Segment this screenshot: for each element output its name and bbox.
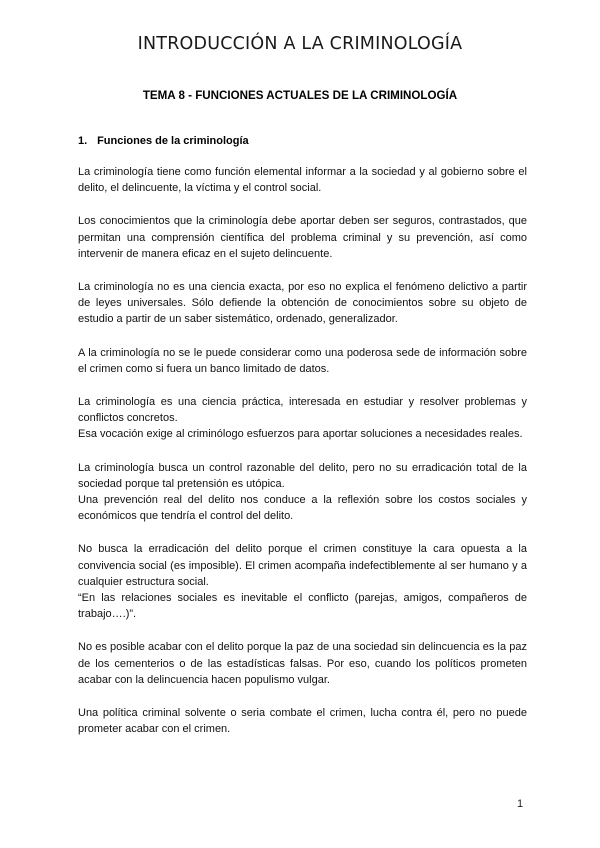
paragraph-line: Una prevención real del delito nos conduce a la reflexión sobre los costos sociales y económicos que tendría el control del delito. (78, 494, 527, 523)
paragraph (78, 705, 527, 737)
paragraph-line: Esa vocación exige al criminólogo esfuerzos para aportar soluciones a necesidades reales. (78, 428, 523, 441)
paragraph-line: “En las relaciones sociales es inevitable el conflicto (parejas, amigos, compañeros de trabajo….)”. (78, 592, 527, 621)
topic-title: TEMA 8 - FUNCIONES ACTUALES DE LA CRIMINOLOGÍA (142, 89, 458, 102)
paragraph-line: La criminología busca un control razonable del delito, pero no su erradicación total de la sociedad porque tal pretensión es utópica. (78, 461, 527, 490)
page-number: 1 (517, 798, 524, 810)
paragraph (78, 164, 527, 196)
section-number: 1. (78, 135, 88, 147)
paragraph-line: La criminología es una ciencia práctica, interesada en estudiar y resolver problemas y conflictos concretos. (78, 396, 527, 425)
paragraph-line: La criminología no es una ciencia exacta, por eso no explica el fenómeno delictivo a partir de leyes universales. Sólo defiende la obtención de conocimientos sobre su objeto de estudio a partir de un saber sistemático, ordenado, generalizador. (78, 281, 527, 326)
paragraph-line: No es posible acabar con el delito porque la paz de una sociedad sin delincuencia es la paz de los cementerios o de las estadísticas falsas. Por eso, cuando los políticos prometen acabar con la delincuencia hacen populismo vulgar. (78, 641, 527, 686)
paragraph-line: Los conocimientos que la criminología debe aportar deben ser seguros, contrastados, que permitan una comprensión científica del problema criminal y su prevención, así como intervenir de manera eficaz en el sujeto delincuente. (78, 215, 527, 260)
paragraph (78, 279, 527, 328)
paragraph (78, 639, 527, 688)
paragraph (78, 345, 527, 377)
paragraph-line: La criminología tiene como función elemental informar a la sociedad y al gobierno sobre el delito, el delincuente, la víctima y el control social. (78, 166, 527, 195)
paragraph (78, 460, 527, 525)
body-content (78, 164, 527, 754)
paragraph-line: Una política criminal solvente o seria combate el crimen, lucha contra él, pero no puede prometer acabar con el crimen. (78, 707, 527, 736)
paragraph (78, 394, 527, 443)
paragraph-line: No busca la erradicación del delito porque el crimen constituye la cara opuesta a la convivencia social (es imposible). El crimen acompaña indefectiblemente al ser humano y a cualquier estructura social. (78, 543, 527, 588)
paragraph-line: A la criminología no se le puede considerar como una poderosa sede de información sobre el crimen como si fuera un banco limitado de datos. (78, 346, 527, 375)
paragraph (78, 541, 527, 622)
section-title: Funciones de la criminología (97, 135, 249, 147)
paragraph (78, 213, 527, 262)
section-heading (78, 135, 249, 147)
document-header-title: INTRODUCCIÓN A LA CRIMINOLOGÍA (137, 34, 463, 54)
